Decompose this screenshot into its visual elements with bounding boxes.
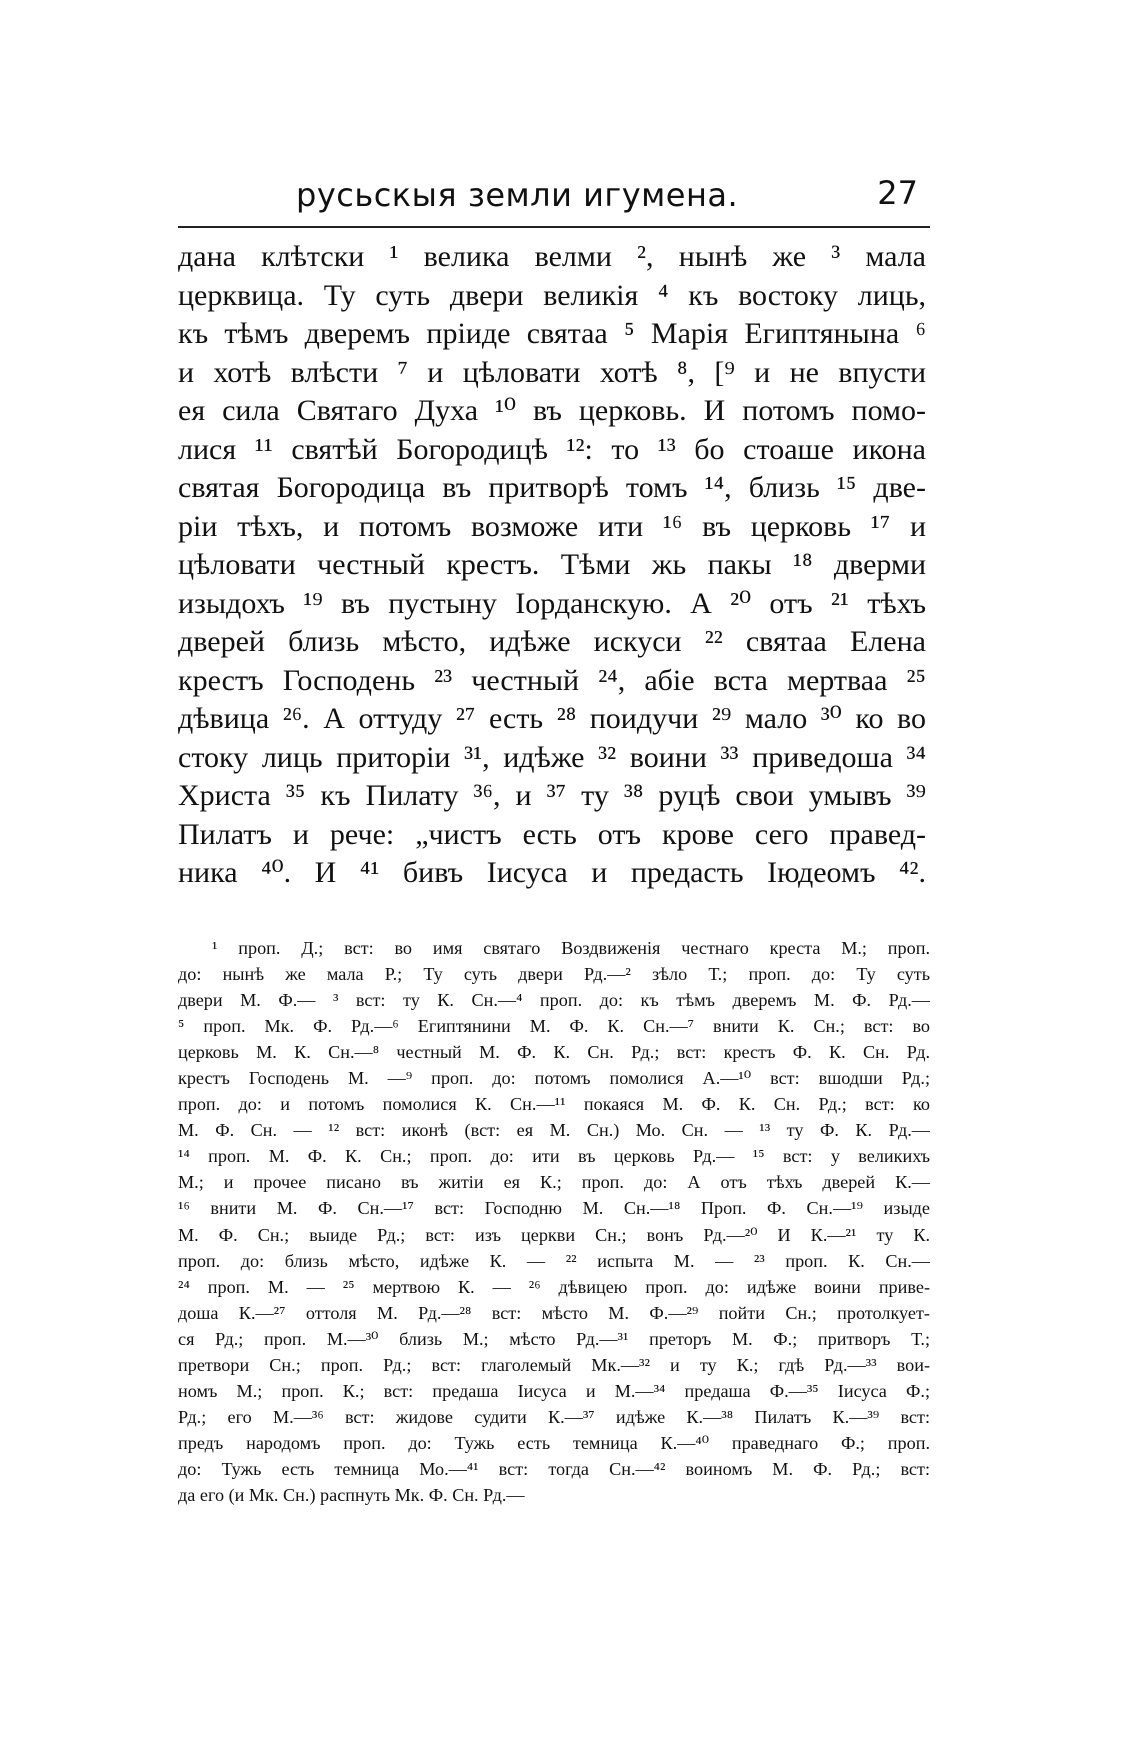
page-number: 27	[877, 174, 918, 212]
footnote-line: М.; и прочее писано въ житіи ея К.; проп. до: А отъ тѣхъ дверей К.—	[178, 1172, 930, 1193]
header-rule	[178, 226, 930, 228]
main-text-line: Пилатъ и рече: „чистъ есть отъ крове сего правед-	[178, 817, 926, 851]
main-text-line: дѣвица ²⁶. А оттуду ²⁷ есть ²⁸ поидучи ²⁹ мало ³⁰ ко во	[178, 702, 926, 735]
main-text-line: изыдохъ ¹⁹ въ пустыну Іорданскую. А ²⁰ отъ ²¹ тѣхъ	[178, 586, 926, 620]
main-text-line: крестъ Господень ²³ честный ²⁴, абіе вста мертваа ²⁵	[178, 663, 926, 697]
footnote-line: ²⁴ проп. М. — ²⁵ мертвою К. — ²⁶ дѣвицею проп. до: идѣже воини приве-	[178, 1276, 930, 1297]
running-title: русьскыя земли игумена.	[296, 176, 739, 214]
footnote-line: ся Рд.; проп. М.—³⁰ близь М.; мѣсто Рд.—³¹ преторъ М. Ф.; притворъ Т.;	[178, 1328, 930, 1349]
footnote-line: до: нынѣ же мала Р.; Ту суть двери Рд.—² зѣло Т.; проп. до: Ту суть	[178, 963, 930, 984]
running-head	[178, 168, 930, 226]
footnote-line: номъ М.; проп. К.; вст: предаша Іисуса и М.—³⁴ предаша Ф.—³⁵ Іисуса Ф.;	[178, 1381, 930, 1402]
main-text-line: святая Богородица въ притворѣ томъ ¹⁴, близь ¹⁵ две-	[178, 471, 926, 504]
footnote-line: ¹⁴ проп. М. Ф. К. Сн.; проп. до: ити въ церковь Рд.— ¹⁵ вст: у великихъ	[178, 1146, 930, 1167]
footnote-line: доша К.—²⁷ оттоля М. Рд.—²⁸ вст: мѣсто М. Ф.—²⁹ пойти Сн.; протолкует-	[178, 1302, 930, 1323]
footnotes	[178, 935, 930, 1509]
main-text-line: стоку лиць приторіи ³¹, идѣже ³² воини ³³ приведоша ³⁴	[178, 740, 926, 774]
main-text-line: церквица. Ту суть двери великія ⁴ къ востоку лиць,	[178, 278, 926, 312]
main-text-line: ника ⁴⁰. И ⁴¹ бивъ Іисуса и предасть Іюдеомъ ⁴².	[178, 856, 926, 889]
main-text-line: дверей близь мѣсто, идѣже искуси ²² святаа Елена	[178, 625, 926, 658]
footnote-line: ¹ проп. Д.; вст: во имя святаго Воздвиженія честнаго креста М.; проп.	[212, 937, 930, 958]
footnote-line: претвори Сн.; проп. Рд.; вст: глаголемый Мк.—³² и ту К.; гдѣ Рд.—³³ вои-	[178, 1355, 930, 1375]
footnote-line: церковь М. К. Сн.—⁸ честный М. Ф. К. Сн. Рд.; вст: крестъ Ф. К. Сн. Рд.	[178, 1041, 930, 1062]
main-text-line: Христа ³⁵ къ Пилату ³⁶, и ³⁷ ту ³⁸ руцѣ свои умывъ ³⁹	[178, 779, 926, 812]
footnote-line: да его (и Мк. Сн.) распнуть Мк. Ф. Сн. Рд.—	[178, 1485, 525, 1506]
footnote-line: Рд.; его М.—³⁶ вст: жидове судити К.—³⁷ идѣже К.—³⁸ Пилатъ К.—³⁹ вст:	[178, 1407, 930, 1428]
main-text	[178, 238, 930, 893]
footnote-line: проп. до: близь мѣсто, идѣже К. — ²² испыта М. — ²³ проп. К. Сн.—	[178, 1250, 930, 1271]
footnote-line: М. Ф. Сн.; выиде Рд.; вст: изъ церкви Сн.; вонъ Рд.—²⁰ И К.—²¹ ту К.	[178, 1224, 930, 1245]
main-text-line: ріи тѣхъ, и потомъ возможе ити ¹⁶ въ церковь ¹⁷ и	[178, 509, 926, 543]
main-text-line: къ тѣмъ дверемъ пріиде святаа ⁵ Марія Египтянына ⁶	[178, 317, 926, 350]
main-text-line: лися ¹¹ святѣй Богородицѣ ¹²: то ¹³ бо стоаше икона	[178, 432, 926, 466]
footnote-line: предъ народомъ проп. до: Тужь есть темница К.—⁴⁰ праведнаго Ф.; проп.	[178, 1433, 930, 1454]
book-page	[178, 168, 930, 1509]
main-text-line: ея сила Святаго Духа ¹⁰ въ церковь. И потомъ помо-	[178, 394, 926, 427]
main-text-line: цѣловати честный крестъ. Тѣми жь пакы ¹⁸ дверми	[178, 548, 926, 581]
footnote-line: крестъ Господень М. —⁹ проп. до: потомъ помолися А.—¹⁰ вст: вшодши Рд.;	[178, 1067, 930, 1088]
footnote-line: ⁵ проп. Мк. Ф. Рд.—⁶ Египтянини М. Ф. К. Сн.—⁷ внити К. Сн.; вст: во	[178, 1015, 930, 1036]
main-text-line: дана клѣтски ¹ велика велми ², нынѣ же ³ мала	[178, 240, 926, 273]
footnote-line: до: Тужь есть темница Мо.—⁴¹ вст: тогда Сн.—⁴² воиномъ М. Ф. Рд.; вст:	[178, 1459, 930, 1480]
main-text-line: и хотѣ влѣсти ⁷ и цѣловати хотѣ ⁸, [⁹ и не впусти	[178, 355, 926, 389]
footnote-line: М. Ф. Сн. — ¹² вст: иконѣ (вст: ея М. Сн.) Мо. Сн. — ¹³ ту Ф. К. Рд.—	[178, 1120, 930, 1141]
footnote-line: ¹⁶ внити М. Ф. Сн.—¹⁷ вст: Господню М. Сн.—¹⁸ Проп. Ф. Сн.—¹⁹ изыде	[178, 1198, 930, 1219]
footnote-line: проп. до: и потомъ помолися К. Сн.—¹¹ покаяся М. Ф. К. Сн. Рд.; вст: ко	[178, 1094, 930, 1115]
footnote-line: двери М. Ф.— ³ вст: ту К. Сн.—⁴ проп. до: къ тѣмъ дверемъ М. Ф. Рд.—	[178, 989, 930, 1010]
